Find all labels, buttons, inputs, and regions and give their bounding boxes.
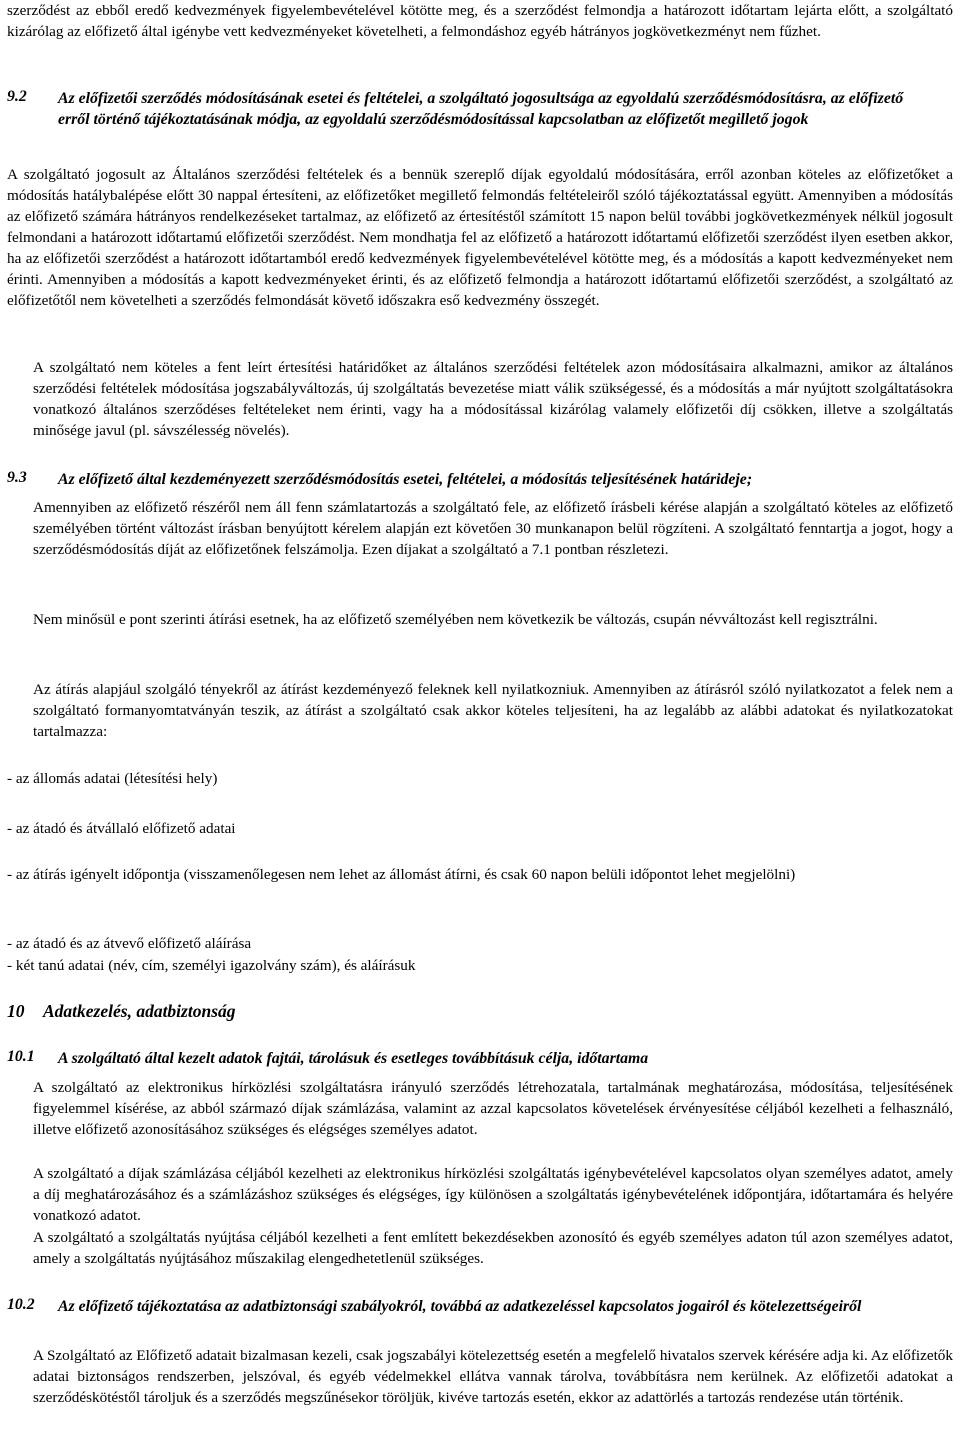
- section-10-2-title: Az előfizető tájékoztatása az adatbiztonsági szabályokról, továbbá az adatkezeléssel kapcsolatos jogairól és kötelezettségeiről: [58, 1298, 862, 1315]
- section-10-2-paragraph-1: A Szolgáltató az Előfizető adatait bizalmasan kezeli, csak jogszabályi kötelezettség esetén a megfelelő hivatalos szervek kérésére adja ki. Az előfizetők adatai biztonságos rendszerben, jelszóval, és egyéb védelmekkel ellátva vannak tárolva, továbbításra nem kerülnek. Az előfizetői adatokat a szerződéskötéstől tároljuk és a szerződés megszűnésekor töröljük, kivéve tartozás esetén, ekkor az adattörlés a tartozás rendezése után történik.: [33, 1347, 953, 1406]
- list-item: - az átadó és az átvevő előfizető aláírása: [7, 935, 252, 952]
- section-9-3-title: Az előfizető által kezdeményezett szerződésmódosítás esetei, feltételei, a módosítás teljesítésének határideje;: [58, 471, 753, 488]
- intro-paragraph: szerződést az ebből eredő kedvezmények figyelembevételével kötötte meg, és a szerződést felmondja a határozott időtartam lejárta előtt, a szolgáltató kizárólag az előfizető által igénybe vett kedvezményeket követelheti, a felmondáshoz egyéb hátrányos jogkövetkezményt nem fűzhet.: [7, 2, 953, 40]
- list-item: - az átírás igényelt időpontja (visszamenőlegesen nem lehet az állomást átírni, és csak 60 napon belüli időpontot lehet megjelölni): [7, 866, 796, 883]
- section-9-3-paragraph-1: Amennyiben az előfizető részéről nem áll fenn számlatartozás a szolgáltató fele, az előfizető írásbeli kérése alapján a szolgáltató köteles az előfizető személyében történt változást írásban benyújtott kérelem alapján ezt követően 30 munkanapon belül rögzíteni. A szolgáltató fenntartja a jogot, hogy a szerződésmódosítás díját az előfizetőnek felszámolja. Ezen díjakat a szolgáltató a 7.1 pontban részletezi.: [33, 499, 953, 558]
- section-9-2-paragraph-2: A szolgáltató nem köteles a fent leírt értesítési határidőket az általános szerződési feltételek azon módosításaira alkalmazni, amikor az általános szerződési feltételek módosítása jogszabályváltozás, új szolgáltatás bevezetése miatt válik szükségessé, és a módosítás a már nyújtott szolgáltatásokra vonatkozó általános szerződéses feltételeket nem érinti, vagy ha a módosítással kizárólag valamely előfizetői díj csökken, illetve a szolgáltatás minősége javul (pl. sávszélesség növelés).: [33, 359, 953, 439]
- list-item: - az átadó és átvállaló előfizető adatai: [7, 820, 236, 837]
- list-item: - az állomás adatai (létesítési hely): [7, 770, 218, 787]
- section-9-2-paragraph-1: A szolgáltató jogosult az Általános szerződési feltételek és a bennük szereplő díjak egyoldalú módosítására, erről azonban köteles az előfizetőket a módosítás hatálybalépése előtt 30 nappal értesíteni, az előfizetőket megillető felmondás feltételeiről szóló tájékoztatással együtt. Amennyiben a módosítás az előfizető számára hátrányos rendelkezéseket tartalmaz, az előfizető az értesítéstől számított 15 napon belül további jogkövetkezmények nélkül jogosult felmondani a határozott időtartamú előfizetői szerződést. Nem mondhatja fel az előfizető a határozott időtartamú előfizetői szerződést ilyen esetben akkor, ha az előfizetői szerződést a határozott időtartamból eredő kedvezmények figyelembevételével kötötte meg, és a módosítás a kapott kedvezményeket nem érinti. Amennyiben a módosítás a kapott kedvezményeket érinti, és az előfizető felmondja a határozott időtartamú előfizetői szerződést, a szolgáltató az előfizetőtől nem követelheti a szerződés felmondását követő időszakra eső kedvezmény összegét.: [7, 166, 953, 309]
- section-10-1-paragraph-1: A szolgáltató az elektronikus hírközlési szolgáltatásra irányuló szerződés létrehozatala, tartalmának meghatározása, módosítása, teljesítésének figyelemmel kísérése, az abból származó díjak számlázása, valamint az azzal kapcsolatos követelések érvényesítése céljából kezelheti a felhasználó, illetve előfizető azonosításához szükséges és elégséges személyes adatot.: [33, 1079, 953, 1138]
- section-9-3-paragraph-2: Nem minősül e pont szerinti átírási esetnek, ha az előfizető személyében nem következik be változás, csupán névváltozást kell regisztrálni.: [33, 611, 878, 628]
- section-10-number: 10: [7, 1001, 25, 1021]
- section-10-1-number: 10.1: [7, 1048, 35, 1065]
- list-item: - két tanú adatai (név, cím, személyi igazolvány szám), és aláírásuk: [7, 957, 416, 974]
- section-9-3-number: 9.3: [7, 469, 27, 486]
- section-10-title: Adatkezelés, adatbiztonság: [43, 1001, 236, 1021]
- section-9-2-number: 9.2: [7, 88, 27, 105]
- section-9-2-title: Az előfizetői szerződés módosításának esetei és feltételei, a szolgáltató jogosultsága az egyoldalú szerződésmódosításra, az előfizető erről történő tájékoztatásának módja, az egyoldalú szerződésmódosítással kapcsolatban az előfizetőt megillető jogok: [58, 90, 904, 128]
- section-10-2-number: 10.2: [7, 1296, 35, 1313]
- section-10-1-paragraph-2: A szolgáltató a díjak számlázása céljából kezelheti az elektronikus hírközlési szolgáltatás igénybevételével kapcsolatos olyan személyes adatot, amely a díj meghatározásához és a számlázáshoz szükséges és elégséges, így különösen a szolgáltatás igénybevételének időpontjára, időtartamára és helyére vonatkozó adatot.: [33, 1165, 953, 1224]
- section-9-3-paragraph-3: Az átírás alapjául szolgáló tényekről az átírást kezdeményező feleknek kell nyilatkozniuk. Amennyiben az átírásról szóló nyilatkozatot a felek nem a szolgáltató formanyomtatványán teszik, az átírást a szolgáltató csak akkor köteles teljesíteni, ha az legalább az alábbi adatokat és nyilatkozatokat tartalmazza:: [33, 681, 953, 740]
- section-10-1-title: A szolgáltató által kezelt adatok fajtái, tárolásuk és esetleges továbbításuk célja, időtartama: [58, 1050, 649, 1067]
- section-10-1-paragraph-3: A szolgáltató a szolgáltatás nyújtása céljából kezelheti a fent említett bekezdésekben azonosító és egyéb személyes adaton túl azon személyes adatot, amely a szolgáltatás nyújtásához műszakilag elengedhetetlenül szükséges.: [33, 1229, 953, 1267]
